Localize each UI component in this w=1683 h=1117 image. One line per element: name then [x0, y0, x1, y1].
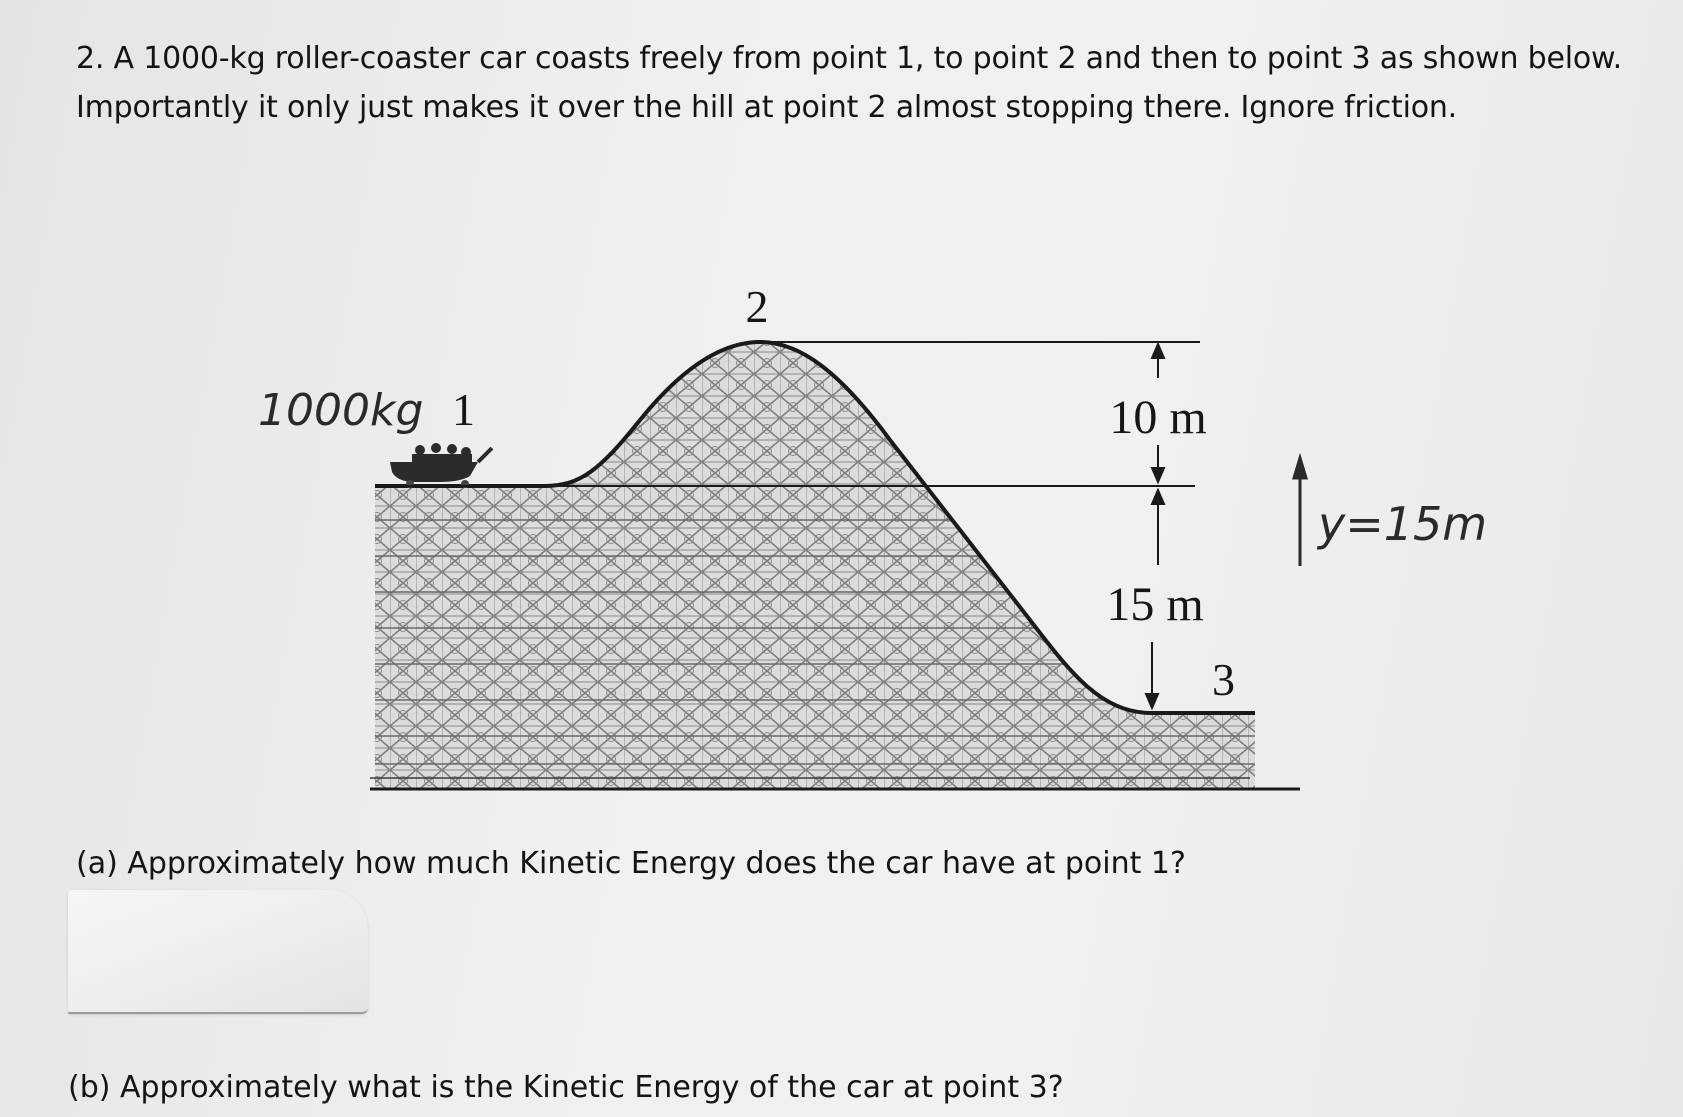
- question-a: (a) Approximately how much Kinetic Energy does the car have at point 1?: [76, 846, 1186, 881]
- problem-line-2: Importantly it only just makes it over the hill at point 2 almost stopping there. Ignore friction.: [76, 90, 1458, 125]
- answer-box-a[interactable]: [68, 890, 368, 1014]
- handwritten-mass: 1000kg: [258, 385, 424, 436]
- point-1-label: 1: [452, 384, 475, 435]
- problem-line-1: 2. A 1000-kg roller-coaster car coasts freely from point 1, to point 2 and then to point 3 as shown below.: [76, 41, 1622, 76]
- question-b: (b) Approximately what is the Kinetic Energy of the car at point 3?: [68, 1070, 1064, 1105]
- handwritten-y-value: y=15m: [1318, 497, 1488, 551]
- point-3-label: 3: [1212, 654, 1235, 705]
- height-15m-label: 15 m: [1106, 578, 1204, 631]
- height-10m-label: 10 m: [1109, 391, 1207, 444]
- coaster-car-icon: [390, 443, 492, 488]
- point-2-label: 2: [745, 281, 769, 332]
- handwritten-up-arrow-icon: [1294, 458, 1306, 566]
